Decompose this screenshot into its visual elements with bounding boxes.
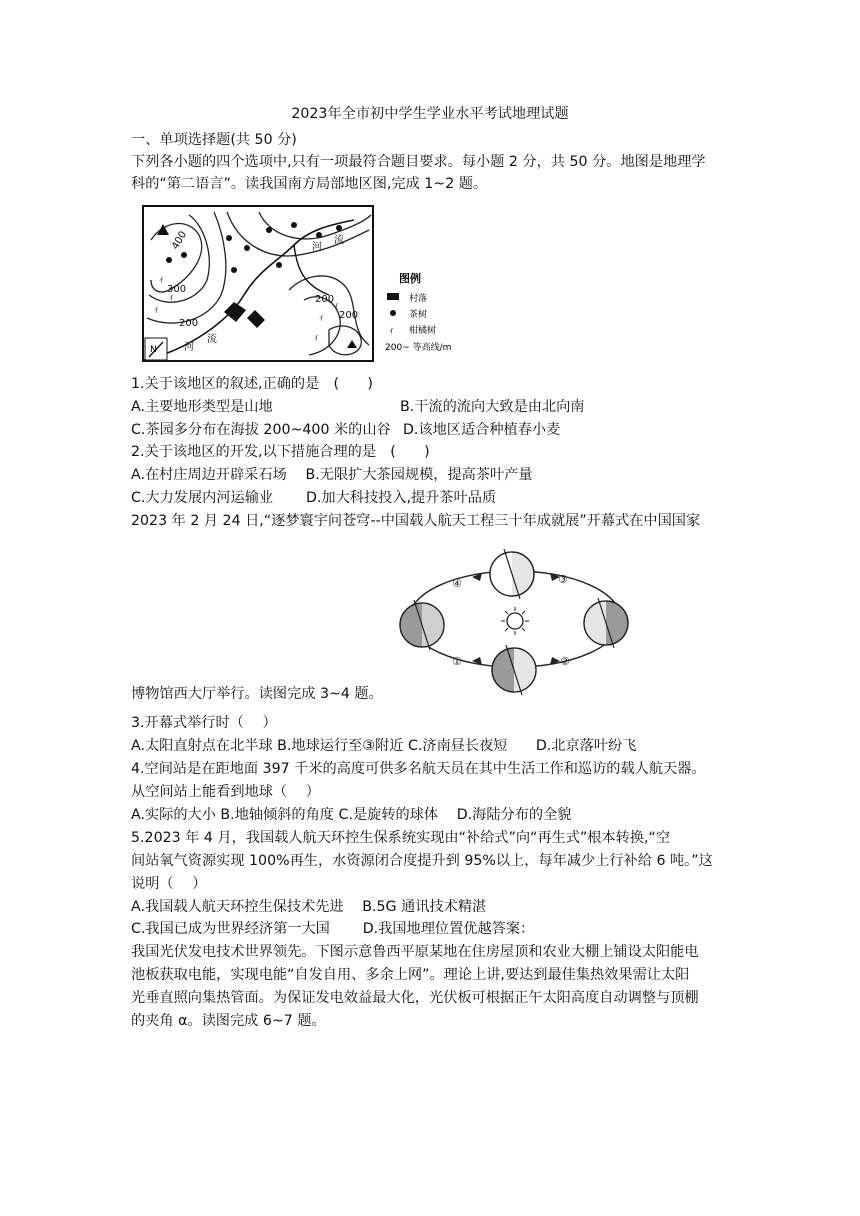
- q5-options-ab: A.我国载人航天环控生保技术先进 B.5G 通讯技术精湛: [131, 899, 487, 915]
- q4-options: A.实际的大小 B.地轴倾斜的角度 C.是旋转的球体 D.海陆分布的全貌: [131, 807, 572, 823]
- passage-6-7-line-4: 的夹角 α。读图完成 6~7 题。: [131, 1013, 326, 1029]
- q3-options: A.太阳直射点在北半球 B.地球运行至③附近 C.济南昼长夜短 D.北京落叶纷飞: [131, 738, 637, 754]
- orbit-label-3: ③: [558, 573, 568, 586]
- earth-orbit-diagram: [392, 537, 642, 699]
- river-label-3: 河: [312, 242, 322, 253]
- river-label-4: 流: [334, 235, 344, 246]
- question-5-line-2: 间站氧气资源实现 100%再生，水资源闭合度提升到 95%以上，每年减少上行补给 6 吨。”这: [131, 853, 713, 869]
- stem-3-4-line-1: 2023 年 2 月 24 日,“逐梦寰宇问苍穹--中国载人航天工程三十年成就展”开幕式在中国国家: [131, 513, 701, 529]
- passage-6-7-line-1: 我国光伏发电技术世界领先。下图示意鲁西平原某地在住房屋顶和农业大棚上铺设太阳能电: [131, 944, 699, 960]
- earth-right: [584, 598, 628, 648]
- passage-6-7-line-3: 光垂直照向集热管面。为保证发电效益最大化，光伏板可根据正午太阳高度自动调整与顶棚: [131, 990, 699, 1006]
- river-label-2: 流: [207, 334, 217, 345]
- contour-label-300: 300: [167, 284, 187, 295]
- svg-text:ｨ: ｨ: [334, 301, 339, 311]
- orbit-label-4: ④: [452, 577, 462, 590]
- question-1: 1.关于该地区的叙述,正确的是 ( ): [131, 376, 373, 392]
- svg-text:ｨ: ｨ: [159, 275, 164, 285]
- exam-title: 2023年全市初中学生学业水平考试地理试题: [291, 106, 569, 122]
- section-heading: 一、单项选择题(共 50 分): [131, 132, 297, 148]
- legend-orange: 柑橘树: [409, 326, 437, 336]
- legend-tea: 茶树: [409, 310, 428, 320]
- intro-line-1: 下列各小题的四个选项中,只有一项最符合题目要求。每小题 2 分，共 50 分。地图是地理学: [131, 154, 706, 170]
- contour-label-400: 400: [170, 229, 190, 252]
- contour-label-200: 200: [179, 318, 199, 329]
- earth-left: [400, 600, 444, 650]
- q1-option-c: C.茶园多分布在海拔 200~400 米的山谷: [131, 422, 391, 438]
- question-3: 3.开幕式举行时（ ）: [131, 715, 277, 731]
- question-5-line-1: 5.2023 年 4 月，我国载人航天环控生保系统实现由“补给式”向“再生式”根本转换,“空: [131, 830, 671, 846]
- orbit-label-2: ②: [560, 655, 570, 668]
- river-label-1: 河: [184, 342, 194, 353]
- q2-options-ab: A.在村庄周边开辟采石场 B.无限扩大茶园规模，提高茶叶产量: [131, 467, 533, 483]
- q2-options-cd: C.大力发展内河运输业 D.加大科技投入,提升茶叶品质: [131, 490, 497, 506]
- earth-top: [490, 549, 534, 599]
- svg-text:ｨ: ｨ: [154, 305, 159, 315]
- q1-option-d: D.该地区适合种植春小麦: [403, 422, 561, 438]
- earth-bottom: [492, 645, 536, 695]
- contour-label-200b: 200: [315, 294, 335, 305]
- question-2: 2.关于该地区的开发,以下措施合理的是 ( ): [131, 444, 430, 460]
- contour-label-200c: 200: [339, 310, 359, 321]
- q5-options-cd: C.我国已成为世界经济第一大国 D.我国地理位置优越答案：: [131, 921, 535, 937]
- q1-option-b: B.干流的流向大致是由北向南: [400, 399, 585, 415]
- question-5-line-3: 说明（ ）: [131, 876, 207, 892]
- question-4-line-2: 从空间站上能看到地球（ ）: [131, 784, 320, 800]
- north-arrow-label: N: [150, 345, 157, 355]
- stem-3-4-line-2: 博物馆西大厅举行。读图完成 3~4 题。: [131, 686, 383, 702]
- svg-text:ｨ: ｨ: [319, 313, 324, 323]
- sun-icon: [501, 607, 529, 635]
- legend-contour: 200~ 等高线/m: [385, 343, 452, 353]
- topographic-map: [129, 200, 474, 370]
- svg-text:ｨ: ｨ: [169, 293, 174, 303]
- passage-6-7-line-2: 池板获取电能，实现电能“自发自用、多余上网”。理论上讲,要达到最佳集热效果需让太阳: [131, 967, 690, 983]
- legend-title: 图例: [399, 272, 421, 285]
- orbit-label-1: ①: [452, 655, 462, 668]
- question-4-line-1: 4.空间站是在距地面 397 千米的高度可供多名航天员在其中生活工作和巡访的载人航天器。: [131, 761, 706, 777]
- intro-line-2: 科的“第二语言”。读我国南方局部地区图,完成 1~2 题。: [131, 176, 488, 192]
- legend-village: 村落: [409, 294, 428, 304]
- svg-text:ｨ: ｨ: [314, 333, 319, 343]
- q1-option-a: A.主要地形类型是山地: [131, 399, 273, 415]
- svg-text:ｨ: ｨ: [389, 326, 394, 336]
